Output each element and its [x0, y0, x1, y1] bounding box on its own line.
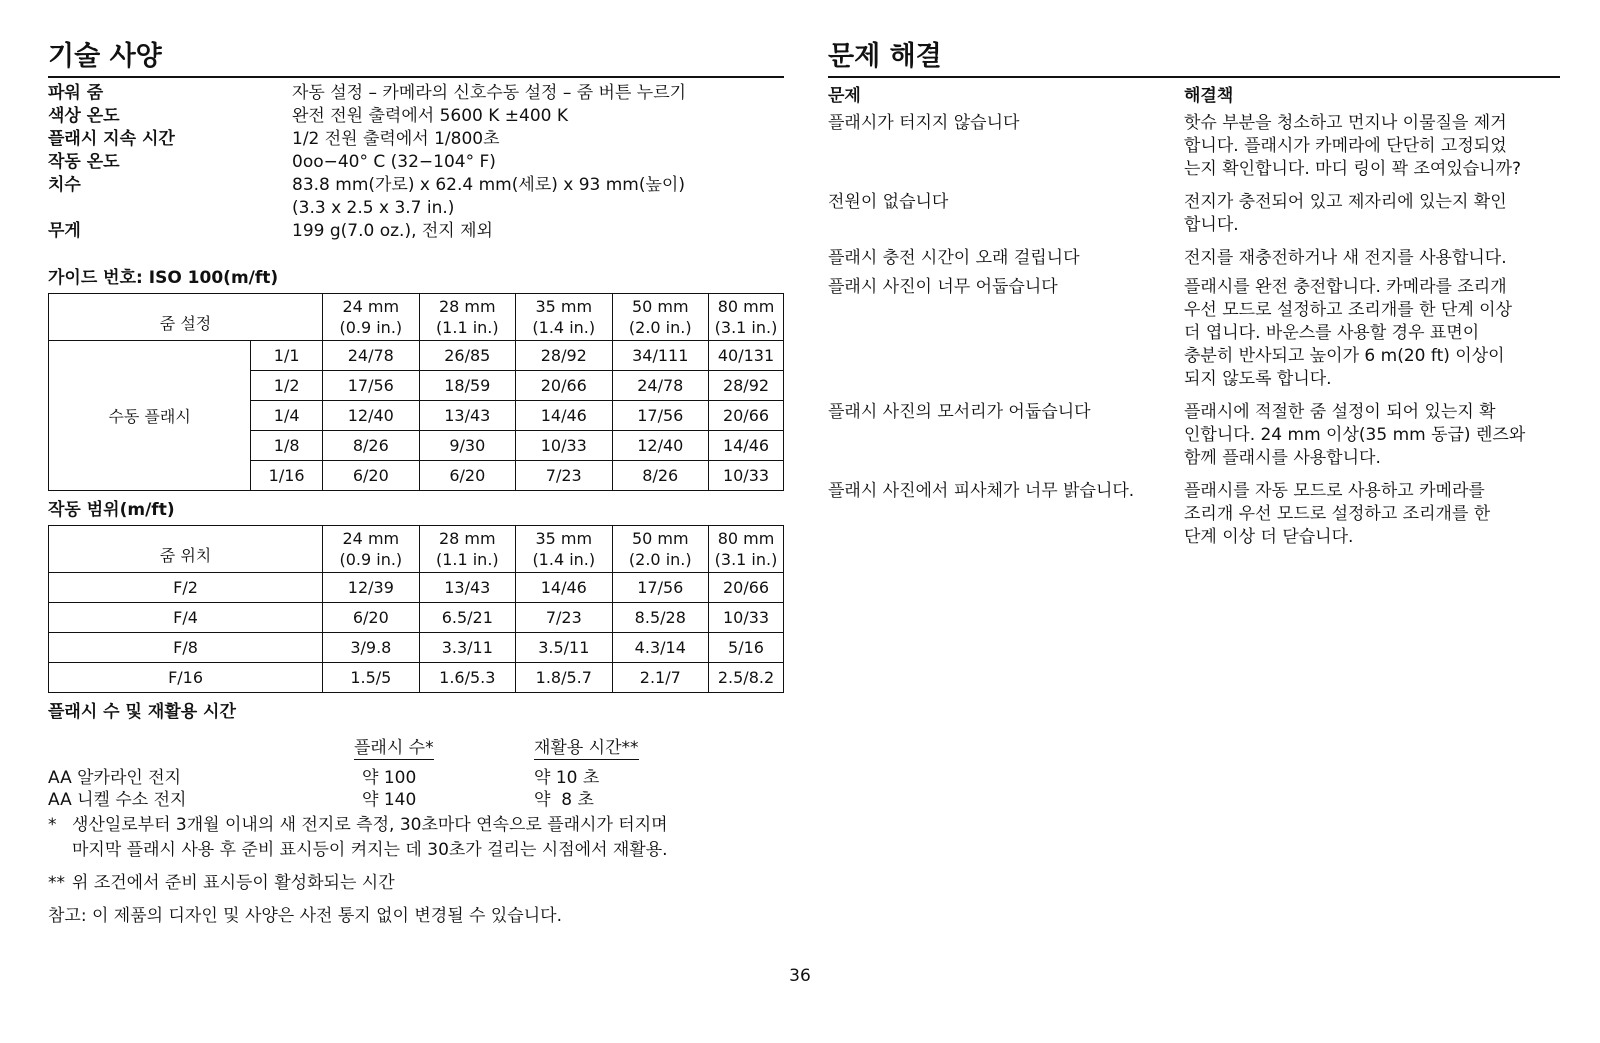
specs-title: 기술 사양	[48, 40, 784, 78]
spec-row	[48, 105, 784, 128]
column-header: 35 mm (1.4 in.)	[516, 526, 612, 573]
column-header: 80 mm (3.1 in.)	[709, 526, 784, 573]
table-cell: 17/56	[612, 401, 708, 431]
table-cell: 9/30	[419, 431, 515, 461]
column-header: 24 mm (0.9 in.)	[323, 526, 419, 573]
column-header: 35 mm (1.4 in.)	[516, 294, 612, 341]
table-row	[49, 663, 784, 693]
table-cell: 8/26	[323, 431, 419, 461]
spec-value: 0oo−40° C (32−104° F)	[292, 152, 496, 172]
page-number: 36	[789, 966, 811, 986]
spec-value: (3.3 x 2.5 x 3.7 in.)	[292, 198, 455, 218]
table-cell: 1.8/5.7	[516, 663, 612, 693]
solution-text: 플래시에 적절한 줌 설정이 되어 있는지 확 인합니다. 24 mm 이상(35 mm 동급) 렌즈와 함께 플래시를 사용합니다.	[1184, 402, 1526, 468]
manual-flash-label: 수동 플래시	[49, 341, 251, 491]
table-cell: 7/23	[516, 603, 612, 633]
table-cell: 8/26	[612, 461, 708, 491]
table-cell: 6/20	[419, 461, 515, 491]
aperture-cell: F/8	[49, 633, 323, 663]
specs-column	[48, 40, 784, 929]
aperture-cell: F/2	[49, 573, 323, 603]
table-header-row	[49, 526, 784, 573]
troubleshooting-title: 문제 해결	[828, 40, 1560, 78]
problem-text: 플래시 사진의 모서리가 어둡습니다	[828, 402, 1091, 422]
column-header: 80 mm (3.1 in.)	[709, 294, 784, 341]
power-cell: 1/4	[251, 401, 323, 431]
table-cell: 17/56	[612, 573, 708, 603]
spec-label: 색상 온도	[48, 106, 120, 126]
problem-header: 문제	[828, 86, 861, 106]
spec-label: 치수	[48, 175, 81, 195]
table-cell: 28/92	[709, 371, 784, 401]
solution-text: 플래시를 자동 모드로 사용하고 카메라를 조리개 우선 모드로 설정하고 조리개를 한 단계 이상 더 닫습니다.	[1184, 481, 1491, 547]
table-cell: 2.5/8.2	[709, 663, 784, 693]
problem-text: 플래시 사진이 너무 어둡습니다	[828, 277, 1058, 297]
problem-text: 플래시가 터지지 않습니다	[828, 113, 1020, 133]
table-cell: 20/66	[516, 371, 612, 401]
table-cell: 17/56	[323, 371, 419, 401]
battery-label: AA 니켈 수소 전지	[48, 790, 187, 810]
spec-label: 플래시 지속 시간	[48, 129, 175, 149]
solution-text: 전지가 충전되어 있고 제자리에 있는지 확인 합니다.	[1184, 192, 1507, 235]
spec-value: 자동 설정 – 카메라의 신호수동 설정 – 줌 버튼 누르기	[292, 83, 687, 103]
table-cell: 12/39	[323, 573, 419, 603]
footnotes	[48, 813, 784, 929]
flash-count-value: 약 140	[362, 790, 417, 810]
power-cell: 1/16	[251, 461, 323, 491]
spec-label: 무게	[48, 221, 81, 241]
flash-count-table	[48, 727, 784, 810]
footnote-text: 위 조건에서 준비 표시등이 활성화되는 시간	[72, 873, 395, 893]
operating-range-table	[48, 525, 784, 693]
table-cell: 24/78	[323, 341, 419, 371]
troubleshooting-row	[828, 276, 1560, 391]
spec-label	[48, 197, 292, 220]
column-header: 28 mm (1.1 in.)	[419, 526, 515, 573]
table-row	[49, 573, 784, 603]
footnote-mark: *	[48, 815, 57, 835]
flash-count-value: 약 100	[362, 768, 417, 788]
column-header: 50 mm (2.0 in.)	[612, 526, 708, 573]
table-cell: 8.5/28	[612, 603, 708, 633]
power-cell: 1/1	[251, 341, 323, 371]
table-cell: 7/23	[516, 461, 612, 491]
table-cell: 3.5/11	[516, 633, 612, 663]
troubleshooting-row	[828, 401, 1560, 470]
table-cell: 24/78	[612, 371, 708, 401]
guide-number-title: 가이드 번호: ISO 100(m/ft)	[48, 268, 279, 288]
flash-count-header: 플래시 수*	[354, 733, 434, 760]
table-cell: 13/43	[419, 401, 515, 431]
table-cell: 40/131	[709, 341, 784, 371]
zoom-position-header: 줌 위치	[49, 526, 323, 573]
table-cell: 12/40	[323, 401, 419, 431]
table-cell: 6/20	[323, 461, 419, 491]
troubleshooting-row	[828, 247, 1560, 270]
table-cell: 10/33	[516, 431, 612, 461]
table-cell: 10/33	[709, 603, 784, 633]
solution-header: 해결책	[1184, 86, 1234, 106]
table-cell: 3.3/11	[419, 633, 515, 663]
table-cell: 2.1/7	[612, 663, 708, 693]
power-cell: 1/2	[251, 371, 323, 401]
troubleshooting-row	[828, 112, 1560, 181]
table-cell: 13/43	[419, 573, 515, 603]
guide-number-table	[48, 293, 784, 491]
troubleshooting-column	[828, 40, 1560, 549]
battery-label: AA 알카라인 전지	[48, 768, 182, 788]
table-cell: 10/33	[709, 461, 784, 491]
table-row	[49, 341, 784, 371]
operating-range-title: 작동 범위(m/ft)	[48, 500, 175, 520]
table-cell: 34/111	[612, 341, 708, 371]
footnote-mark: **	[48, 873, 65, 893]
spec-list	[48, 82, 784, 243]
table-cell: 20/66	[709, 573, 784, 603]
troubleshooting-header	[828, 84, 1560, 108]
troubleshooting-row	[828, 480, 1560, 549]
table-cell: 4.3/14	[612, 633, 708, 663]
footnote	[48, 871, 784, 896]
table-cell: 18/59	[419, 371, 515, 401]
table-cell: 20/66	[709, 401, 784, 431]
spec-row	[48, 128, 784, 151]
column-header: 50 mm (2.0 in.)	[612, 294, 708, 341]
aperture-cell: F/4	[49, 603, 323, 633]
table-cell: 6/20	[323, 603, 419, 633]
footnote-text: 생산일로부터 3개월 이내의 새 전지로 측정, 30초마다 연속으로 플래시가 터지며 마지막 플래시 사용 후 준비 표시등이 켜지는 데 30초가 걸리는 시점에서 재활용.	[72, 815, 668, 860]
table-cell: 3/9.8	[323, 633, 419, 663]
column-header: 28 mm (1.1 in.)	[419, 294, 515, 341]
spec-label: 파워 줌	[48, 83, 104, 103]
spec-value: 83.8 mm(가로) x 62.4 mm(세로) x 93 mm(높이)	[292, 175, 685, 195]
spec-value: 199 g(7.0 oz.), 전지 제외	[292, 221, 493, 241]
table-cell: 1.5/5	[323, 663, 419, 693]
spec-row	[48, 197, 784, 220]
aperture-cell: F/16	[49, 663, 323, 693]
table-header-row	[49, 294, 784, 341]
table-cell: 1.6/5.3	[419, 663, 515, 693]
spec-row	[48, 174, 784, 197]
power-cell: 1/8	[251, 431, 323, 461]
problem-text: 전원이 없습니다	[828, 192, 949, 212]
column-header: 24 mm (0.9 in.)	[323, 294, 419, 341]
table-row	[49, 603, 784, 633]
spec-row	[48, 220, 784, 243]
table-cell: 28/92	[516, 341, 612, 371]
table-cell: 5/16	[709, 633, 784, 663]
recycle-time-value: 약 8 초	[534, 790, 594, 810]
disclaimer-note: 참고: 이 제품의 디자인 및 사양은 사전 통지 없이 변경될 수 있습니다.	[48, 906, 562, 926]
solution-text: 핫슈 부분을 청소하고 먼지나 이물질을 제거 합니다. 플래시가 카메라에 단단히 고정되었 는지 확인합니다. 마디 링이 꽉 조여있습니까?	[1184, 113, 1522, 179]
table-cell: 6.5/21	[419, 603, 515, 633]
flash-count-title: 플래시 수 및 재활용 시간	[48, 702, 236, 722]
solution-text: 전지를 재충전하거나 새 전지를 사용합니다.	[1184, 248, 1507, 268]
troubleshooting-row	[828, 191, 1560, 237]
table-cell: 12/40	[612, 431, 708, 461]
spec-value: 1/2 전원 출력에서 1/800초	[292, 129, 500, 149]
table-cell: 14/46	[516, 401, 612, 431]
spec-value: 완전 전원 출력에서 5600 K ±400 K	[292, 106, 569, 126]
solution-text: 플래시를 완전 충전합니다. 카메라를 조리개 우선 모드로 설정하고 조리개를 한 단계 이상 더 엽니다. 바운스를 사용할 경우 표면이 충분히 반사되고 높이가 6 m(20 ft) 이상이 되지 않도록 합니다.	[1184, 277, 1513, 389]
problem-text: 플래시 사진에서 피사체가 너무 밝습니다.	[828, 481, 1135, 501]
recycle-time-value: 약 10 초	[534, 768, 600, 788]
table-row	[49, 633, 784, 663]
table-cell: 14/46	[516, 573, 612, 603]
table-cell: 26/85	[419, 341, 515, 371]
spec-label: 작동 온도	[48, 152, 120, 172]
recycle-time-header: 재활용 시간**	[534, 733, 639, 760]
spec-row	[48, 151, 784, 174]
spec-row	[48, 82, 784, 105]
zoom-setting-header: 줌 설정	[49, 294, 323, 341]
problem-text: 플래시 충전 시간이 오래 걸립니다	[828, 248, 1080, 268]
table-cell: 14/46	[709, 431, 784, 461]
footnote	[48, 813, 784, 863]
